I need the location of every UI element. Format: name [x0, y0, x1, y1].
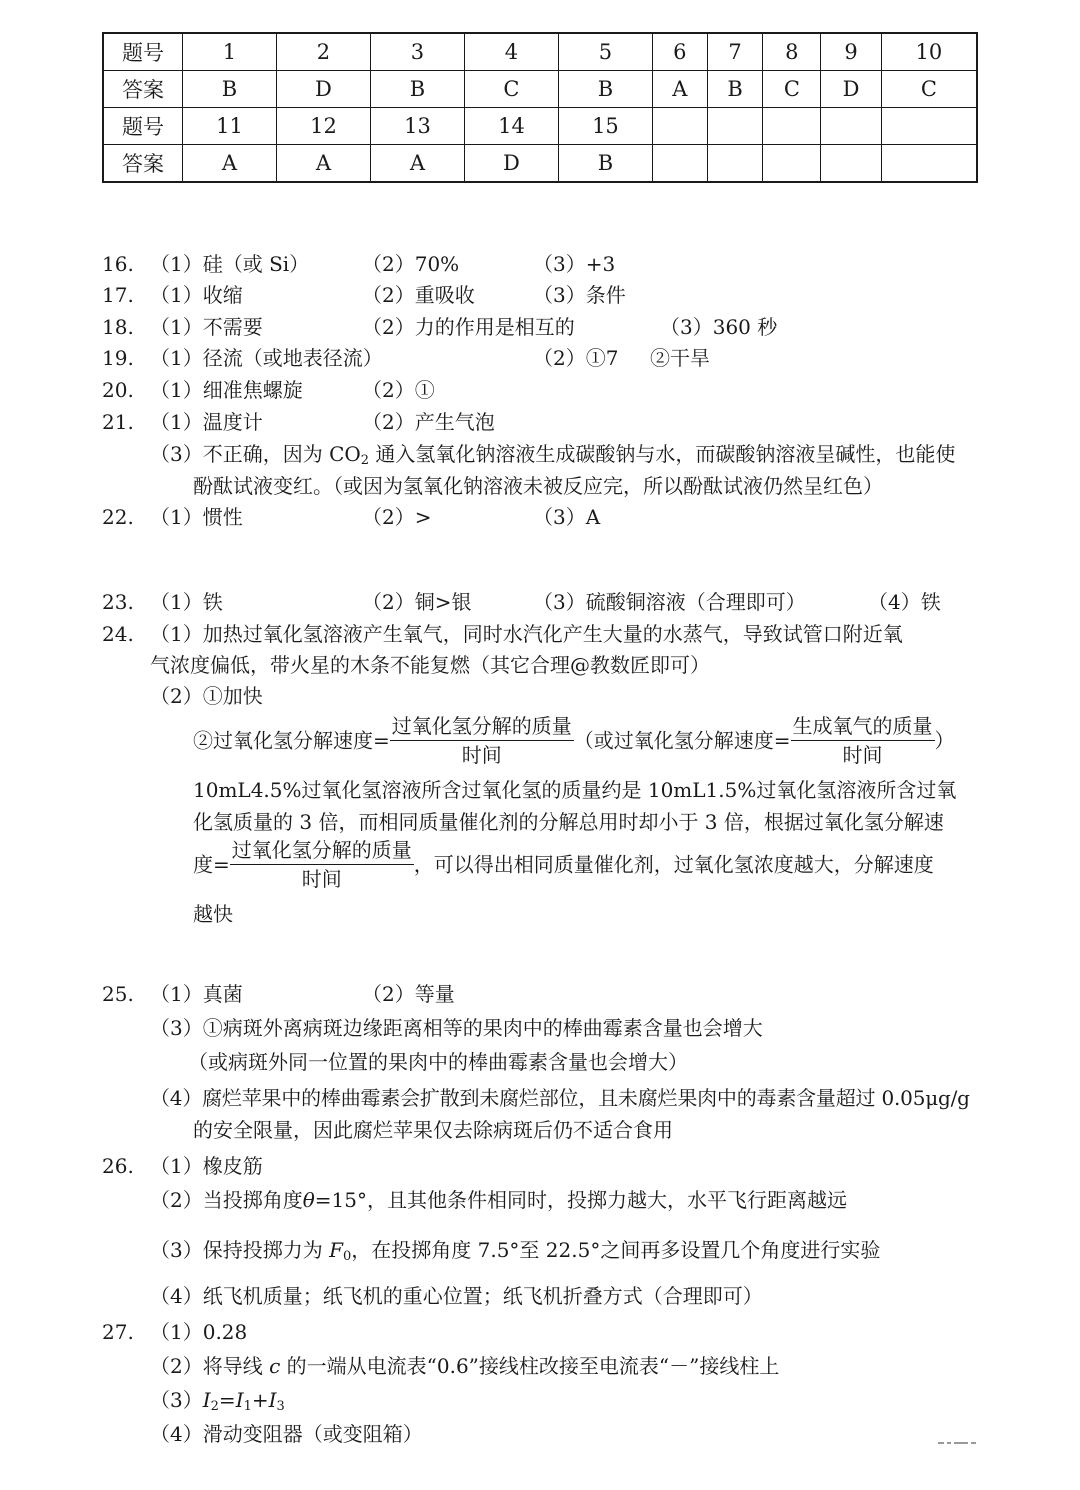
table-row-numbers-2 — [103, 108, 977, 145]
answer-cell: D — [821, 71, 881, 108]
question-number-cell: 14 — [464, 108, 558, 145]
answer-25-2: （2）等量 — [362, 982, 455, 1006]
answer-19-3: ②干旱 — [650, 346, 710, 370]
question-number-27: 27. — [102, 1320, 134, 1344]
answer-24-explanation-line2: 化氢质量的 3 倍，而相同质量催化剂的分解总用时却小于 3 倍，根据过氧化氢分解速 — [193, 810, 944, 834]
answer-cell: B — [183, 71, 277, 108]
answer-22-3: （3）A — [533, 505, 601, 529]
question-number-23: 23. — [102, 590, 134, 614]
question-number-cell: 3 — [370, 33, 464, 71]
answer-cell — [881, 145, 977, 183]
answer-18-1: （1）不需要 — [150, 315, 263, 339]
answer-23-2: （2）铜>银 — [362, 590, 472, 614]
answer-26-2: （2）当投掷角度θ=15°，且其他条件相同时，投掷力越大，水平飞行距离越远 — [150, 1188, 847, 1212]
answer-cell: A — [276, 145, 370, 183]
answer-cell: B — [558, 71, 652, 108]
answer-27-4: （4）滑动变阻器（或变阻箱） — [150, 1422, 423, 1446]
answer-16-2: （2）70% — [362, 252, 460, 276]
answer-25-3-alternative: （或病斑外同一位置的果肉中的棒曲霉素含量也会增大） — [188, 1050, 688, 1074]
answer-cell: B — [558, 145, 652, 183]
answer-26-4: （4）纸飞机质量；纸飞机的重心位置；纸飞机折叠方式（合理即可） — [150, 1284, 763, 1308]
answer-16-3: （3）+3 — [533, 252, 616, 276]
answer-20-1: （1）细准焦螺旋 — [150, 378, 303, 402]
answer-cell: C — [881, 71, 977, 108]
question-number-25: 25. — [102, 982, 134, 1006]
question-number-cell: 13 — [370, 108, 464, 145]
answer-22-2: （2）> — [362, 505, 432, 529]
answer-27-1: （1）0.28 — [150, 1320, 248, 1344]
answer-17-3: （3）条件 — [533, 283, 626, 307]
answer-20-2: （2）① — [362, 378, 435, 402]
header-cell-num: 题号 — [103, 33, 183, 71]
question-number-16: 16. — [102, 252, 134, 276]
answer-23-3: （3）硫酸铜溶液（合理即可） — [533, 590, 806, 614]
answer-cell — [707, 145, 763, 183]
table-row-numbers-1 — [103, 33, 977, 71]
answer-25-4-continued: 的安全限量，因此腐烂苹果仅去除病斑后仍不适合食用 — [193, 1118, 673, 1142]
question-number-cell: 12 — [276, 108, 370, 145]
answer-26-3: （3）保持投掷力为 $F_0$，在投掷角度 7.5°至 22.5°之间再多设置几个角度进行实验 — [150, 1238, 881, 1264]
answer-27-2: （2）将导线 c 的一端从电流表“0.6”接线柱改接至电流表“－”接线柱上 — [150, 1354, 780, 1378]
answer-cell: D — [464, 145, 558, 183]
answer-17-2: （2）重吸收 — [362, 283, 475, 307]
answer-23-1: （1）铁 — [150, 590, 223, 614]
answer-24-1: （1）加热过氧化氢溶液产生氧气，同时水汽化产生大量的水蒸气，导致试管口附近氧 — [150, 622, 903, 646]
question-number-26: 26. — [102, 1154, 134, 1178]
question-number-cell: 2 — [276, 33, 370, 71]
fraction-decomposition-rate: $\frac{\text{过氧化氢分解的质量}}{\text{时间}}$ — [391, 714, 572, 767]
question-number-cell: 9 — [821, 33, 881, 71]
corner-scan-mark — [938, 1440, 978, 1446]
answer-cell — [821, 145, 881, 183]
question-number-21: 21. — [102, 410, 134, 434]
answer-cell: D — [276, 71, 370, 108]
answer-18-2: （2）力的作用是相互的 — [362, 315, 575, 339]
answer-24-2-part1: （2）①加快 — [150, 684, 263, 708]
fraction-decomposition-rate-2: $\frac{\text{过氧化氢分解的质量}}{\text{时间}}$ — [231, 838, 412, 891]
answer-cell: A — [370, 145, 464, 183]
question-number-cell: 8 — [763, 33, 821, 71]
answer-24-2-part2: ②过氧化氢分解速度= $\frac{\text{过氧化氢分解的质量}}{\text{时间}}$ （或过氧化氢分解速度= $\frac{\text{生成氧气的质量}}{\text{时间}}$ ） — [193, 714, 955, 767]
answer-23-4: （4）铁 — [868, 590, 941, 614]
answer-25-4: （4）腐烂苹果中的棒曲霉素会扩散到未腐烂部位，且未腐烂果肉中的毒素含量超过 0.05μg/g — [150, 1086, 970, 1110]
answer-table — [102, 32, 978, 183]
question-number-20: 20. — [102, 378, 134, 402]
question-number-cell: 4 — [464, 33, 558, 71]
question-number-cell: 7 — [707, 33, 763, 71]
answer-cell: B — [707, 71, 763, 108]
question-number-cell — [652, 108, 707, 145]
question-number-18: 18. — [102, 315, 134, 339]
answer-21-3: （3）不正确，因为 $CO_2$ 通入氢氧化钠溶液生成碳酸钠与水，而碳酸钠溶液呈碱性，也能使 — [150, 442, 956, 468]
question-number-cell: 6 — [652, 33, 707, 71]
answer-24-explanation-line1: 10mL4.5%过氧化氢溶液所含过氧化氢的质量约是 10mL1.5%过氧化氢溶液所含过氧 — [193, 778, 957, 802]
fraction-oxygen-rate: $\frac{\text{生成氧气的质量}}{\text{时间}}$ — [792, 714, 933, 767]
answer-cell: C — [464, 71, 558, 108]
question-number-17: 17. — [102, 283, 134, 307]
answer-16-1: （1）硅（或 Si） — [150, 252, 310, 276]
question-number-22: 22. — [102, 505, 134, 529]
answer-24-explanation-line4: 越快 — [193, 902, 233, 926]
question-number-cell: 5 — [558, 33, 652, 71]
answer-19-1: （1）径流（或地表径流） — [150, 346, 383, 370]
answer-24-explanation-line3: 度= $\frac{\text{过氧化氢分解的质量}}{\text{时间}}$ ，可以得出相同质量催化剂，过氧化氢浓度越大，分解速度 — [193, 838, 934, 891]
answer-cell — [763, 145, 821, 183]
header-cell-ans: 答案 — [103, 71, 183, 108]
question-number-cell — [881, 108, 977, 145]
answer-18-3: （3）360 秒 — [660, 315, 778, 339]
answer-24-1-continued: 气浓度偏低，带火星的木条不能复燃（其它合理@教数匠即可） — [150, 653, 710, 677]
answer-25-1: （1）真菌 — [150, 982, 243, 1006]
question-number-cell: 10 — [881, 33, 977, 71]
answer-cell: A — [652, 71, 707, 108]
question-number-cell — [707, 108, 763, 145]
answer-26-1: （1）橡皮筋 — [150, 1154, 263, 1178]
question-number-cell: 15 — [558, 108, 652, 145]
answer-cell — [652, 145, 707, 183]
question-number-cell: 1 — [183, 33, 277, 71]
answer-21-1: （1）温度计 — [150, 410, 263, 434]
answer-21-2: （2）产生气泡 — [362, 410, 495, 434]
answer-25-3: （3）①病斑外离病斑边缘距离相等的果肉中的棒曲霉素含量也会增大 — [150, 1016, 763, 1040]
answer-cell: C — [763, 71, 821, 108]
answer-17-1: （1）收缩 — [150, 283, 243, 307]
answer-cell: A — [183, 145, 277, 183]
question-number-24: 24. — [102, 622, 134, 646]
header-cell-num: 题号 — [103, 108, 183, 145]
answer-27-3: $(3)I_2=I_1+I_3$ — [150, 1388, 285, 1414]
table-row-answers-1 — [103, 71, 977, 108]
question-number-cell — [763, 108, 821, 145]
table-row-answers-2 — [103, 145, 977, 183]
answer-21-3-continued: 酚酞试液变红。（或因为氢氧化钠溶液未被反应完，所以酚酞试液仍然呈红色） — [193, 474, 883, 498]
question-number-19: 19. — [102, 346, 134, 370]
answer-cell: B — [370, 71, 464, 108]
header-cell-ans: 答案 — [103, 145, 183, 183]
answer-19-2: （2）①7 — [533, 346, 619, 370]
question-number-cell — [821, 108, 881, 145]
question-number-cell: 11 — [183, 108, 277, 145]
answer-22-1: （1）惯性 — [150, 505, 243, 529]
